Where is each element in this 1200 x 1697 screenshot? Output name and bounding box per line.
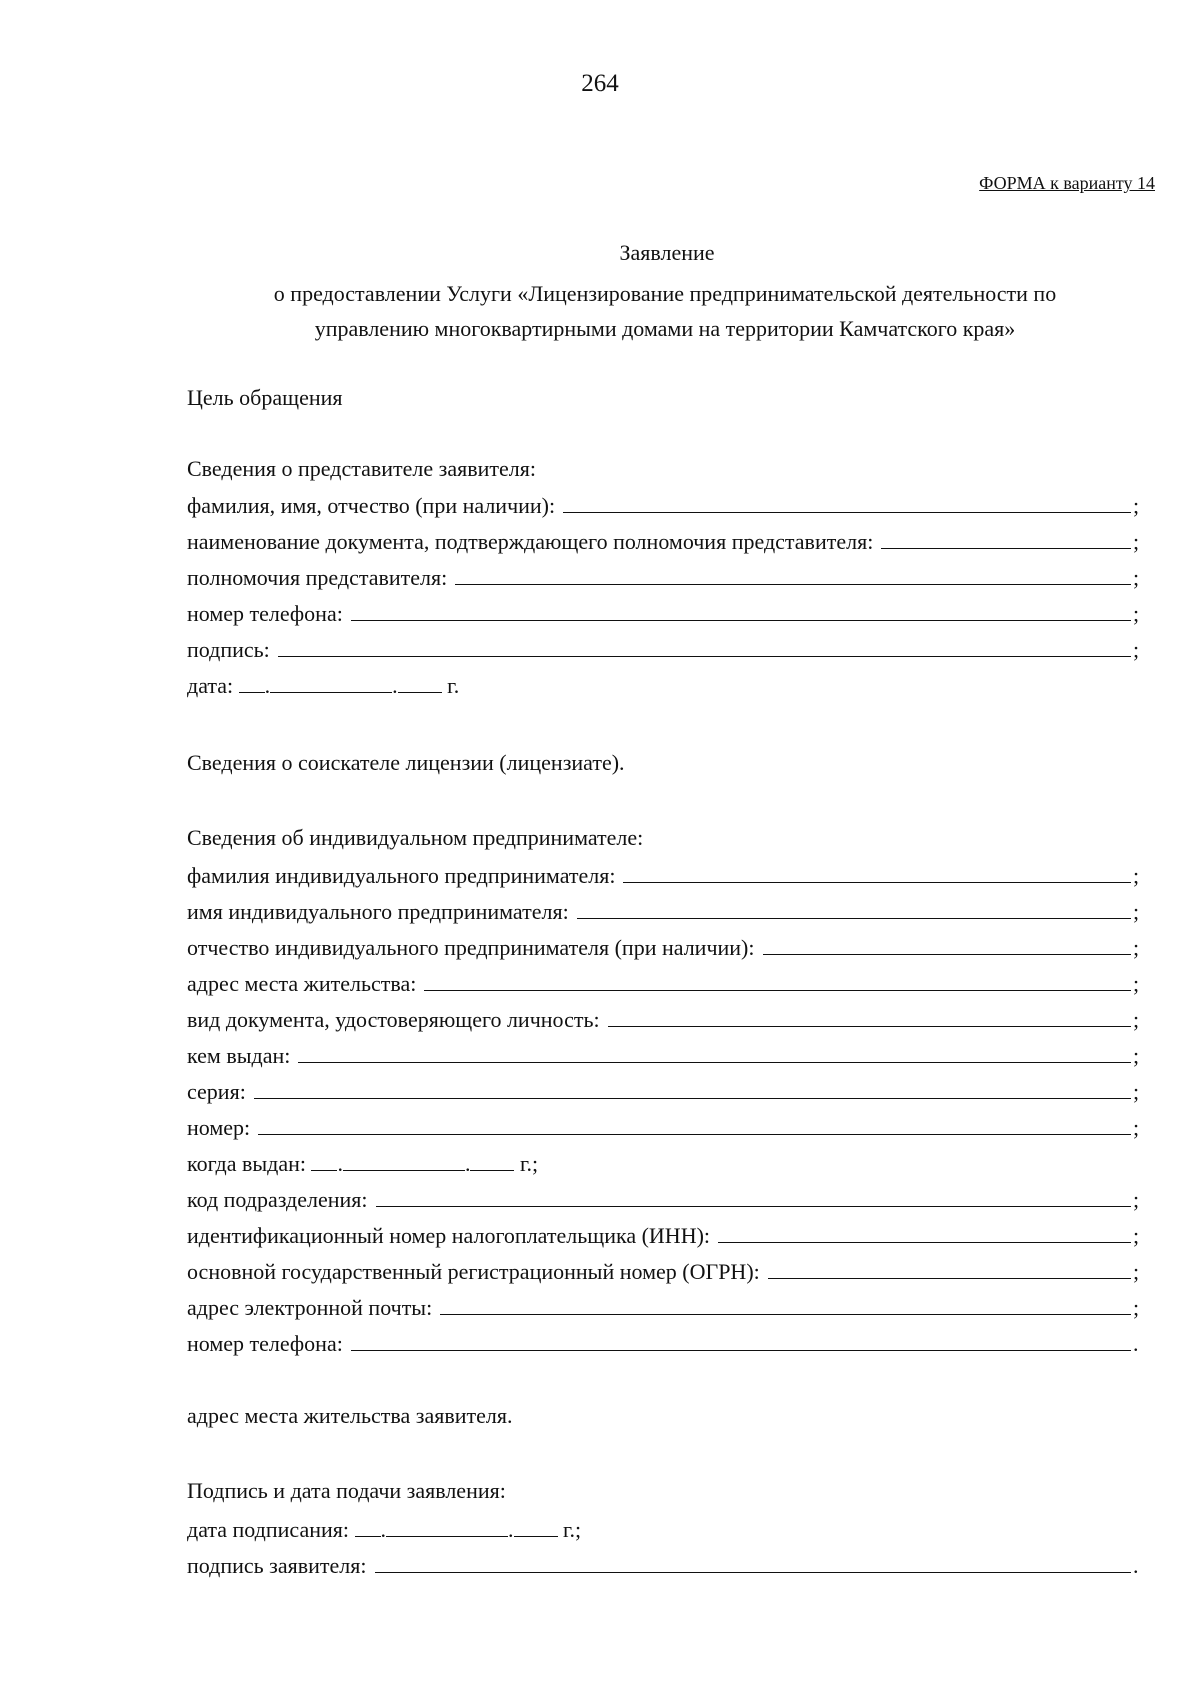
blank-line[interactable] bbox=[881, 526, 1131, 549]
entrepreneur-inn-field[interactable] bbox=[187, 1220, 1141, 1250]
blank-line[interactable] bbox=[623, 860, 1131, 883]
line-end-punct: ; bbox=[1133, 493, 1140, 518]
document-subtitle bbox=[215, 276, 1115, 346]
blank-line[interactable] bbox=[440, 1292, 1131, 1315]
line-end-punct: . bbox=[1133, 1331, 1139, 1356]
entrepreneur-issued-date-field[interactable]: когда выдан: . . г.; bbox=[187, 1151, 539, 1176]
blank-line[interactable] bbox=[577, 896, 1131, 919]
representative-date-field[interactable]: дата: . . г. bbox=[187, 673, 460, 698]
field-label: когда выдан: bbox=[187, 1151, 306, 1176]
purpose-label: Цель обращения bbox=[187, 385, 343, 410]
field-label: адрес электронной почты: bbox=[187, 1295, 433, 1320]
applicant-heading: Сведения о соискателе лицензии (лицензиате). bbox=[187, 750, 625, 775]
year-suffix: г.; bbox=[563, 1517, 582, 1542]
field-label: наименование документа, подтверждающего полномочия представителя: bbox=[187, 529, 874, 554]
line-end-punct: ; bbox=[1133, 1223, 1140, 1248]
field-label: код подразделения: bbox=[187, 1187, 368, 1212]
year-blank[interactable] bbox=[514, 1516, 558, 1537]
month-blank[interactable] bbox=[386, 1516, 508, 1537]
month-blank[interactable] bbox=[270, 672, 392, 693]
line-end-punct: ; bbox=[1133, 971, 1140, 996]
line-end-punct: ; bbox=[1133, 1187, 1140, 1212]
entrepreneur-heading: Сведения об индивидуальном предпринимателе: bbox=[187, 825, 644, 850]
entrepreneur-division-code-field[interactable] bbox=[187, 1184, 1141, 1214]
year-blank[interactable] bbox=[398, 672, 442, 693]
field-label: фамилия индивидуального предпринимателя: bbox=[187, 863, 616, 888]
document-title: Заявление bbox=[619, 240, 715, 265]
entrepreneur-phone-field[interactable] bbox=[187, 1328, 1141, 1358]
entrepreneur-ogrn-field[interactable] bbox=[187, 1256, 1141, 1286]
entrepreneur-surname-field[interactable] bbox=[187, 860, 1141, 890]
signing-date-field[interactable]: дата подписания: . . г.; bbox=[187, 1517, 582, 1542]
applicant-signature-field[interactable] bbox=[187, 1550, 1141, 1580]
entrepreneur-address-field[interactable] bbox=[187, 968, 1141, 998]
line-end-punct: ; bbox=[1133, 935, 1140, 960]
line-end-punct: ; bbox=[1133, 601, 1140, 626]
field-label: вид документа, удостоверяющего личность: bbox=[187, 1007, 600, 1032]
field-label: номер телефона: bbox=[187, 1331, 343, 1356]
representative-doc-field[interactable] bbox=[187, 526, 1141, 556]
field-label: подпись заявителя: bbox=[187, 1553, 367, 1578]
field-label: подпись: bbox=[187, 637, 270, 662]
line-end-punct: ; bbox=[1133, 565, 1140, 590]
representative-signature-field[interactable] bbox=[187, 634, 1141, 664]
blank-line[interactable] bbox=[455, 562, 1131, 585]
line-end-punct: . bbox=[1133, 1553, 1139, 1578]
line-end-punct: ; bbox=[1133, 529, 1140, 554]
field-label: дата подписания: bbox=[187, 1517, 349, 1542]
line-end-punct: ; bbox=[1133, 637, 1140, 662]
entrepreneur-id-doc-field[interactable] bbox=[187, 1004, 1141, 1034]
representative-heading: Сведения о представителе заявителя: bbox=[187, 456, 536, 481]
line-end-punct: ; bbox=[1133, 899, 1140, 924]
year-suffix: г.; bbox=[519, 1151, 539, 1176]
entrepreneur-number-field[interactable] bbox=[187, 1112, 1141, 1142]
subtitle-line-1: о предоставлении Услуги «Лицензирование предпринимательской деятельности по bbox=[273, 281, 1057, 306]
entrepreneur-series-field[interactable] bbox=[187, 1076, 1141, 1106]
field-label: идентификационный номер налогоплательщика (ИНН): bbox=[187, 1223, 711, 1248]
representative-phone-field[interactable] bbox=[187, 598, 1141, 628]
field-label: фамилия, имя, отчество (при наличии): bbox=[187, 493, 556, 518]
line-end-punct: ; bbox=[1133, 1079, 1140, 1104]
representative-powers-field[interactable] bbox=[187, 562, 1141, 592]
day-blank[interactable] bbox=[311, 1150, 337, 1171]
blank-line[interactable] bbox=[424, 968, 1131, 991]
entrepreneur-patronymic-field[interactable] bbox=[187, 932, 1141, 962]
line-end-punct: ; bbox=[1133, 1007, 1140, 1032]
entrepreneur-issued-by-field[interactable] bbox=[187, 1040, 1141, 1070]
line-end-punct: ; bbox=[1133, 1115, 1140, 1140]
entrepreneur-name-field[interactable] bbox=[187, 896, 1141, 926]
submission-heading: Подпись и дата подачи заявления: bbox=[187, 1478, 506, 1503]
month-blank[interactable] bbox=[343, 1150, 465, 1171]
day-blank[interactable] bbox=[355, 1516, 381, 1537]
line-end-punct: ; bbox=[1133, 1043, 1140, 1068]
blank-line[interactable] bbox=[375, 1550, 1131, 1573]
field-label: номер: bbox=[187, 1115, 251, 1140]
field-label: отчество индивидуального предпринимателя (при наличии): bbox=[187, 935, 755, 960]
blank-line[interactable] bbox=[351, 598, 1131, 621]
blank-line[interactable] bbox=[298, 1040, 1131, 1063]
line-end-punct: ; bbox=[1133, 1259, 1140, 1284]
blank-line[interactable] bbox=[718, 1220, 1131, 1243]
applicant-address-label: адрес места жительства заявителя. bbox=[187, 1403, 513, 1428]
year-blank[interactable] bbox=[470, 1150, 514, 1171]
blank-line[interactable] bbox=[351, 1328, 1131, 1351]
subtitle-line-2: управлению многоквартирными домами на территории Камчатского края» bbox=[314, 316, 1016, 341]
blank-line[interactable] bbox=[258, 1112, 1131, 1135]
field-label: основной государственный регистрационный номер (ОГРН): bbox=[187, 1259, 760, 1284]
field-label: адрес места жительства: bbox=[187, 971, 417, 996]
representative-fio-field[interactable] bbox=[187, 490, 1141, 520]
year-suffix: г. bbox=[447, 673, 460, 698]
blank-line[interactable] bbox=[608, 1004, 1131, 1027]
blank-line[interactable] bbox=[768, 1256, 1131, 1279]
blank-line[interactable] bbox=[278, 634, 1131, 657]
line-end-punct: ; bbox=[1133, 1295, 1140, 1320]
blank-line[interactable] bbox=[763, 932, 1132, 955]
field-label: полномочия представителя: bbox=[187, 565, 448, 590]
entrepreneur-email-field[interactable] bbox=[187, 1292, 1141, 1322]
field-label: номер телефона: bbox=[187, 601, 343, 626]
field-label: имя индивидуального предпринимателя: bbox=[187, 899, 569, 924]
blank-line[interactable] bbox=[254, 1076, 1131, 1099]
blank-line[interactable] bbox=[563, 490, 1131, 513]
field-label: серия: bbox=[187, 1079, 246, 1104]
line-end-punct: ; bbox=[1133, 863, 1140, 888]
form-reference: ФОРМА к варианту 14 bbox=[979, 173, 1155, 193]
field-label: кем выдан: bbox=[187, 1043, 291, 1068]
blank-line[interactable] bbox=[376, 1184, 1131, 1207]
page-number: 264 bbox=[581, 70, 619, 97]
field-label: дата: bbox=[187, 673, 234, 698]
day-blank[interactable] bbox=[239, 672, 265, 693]
